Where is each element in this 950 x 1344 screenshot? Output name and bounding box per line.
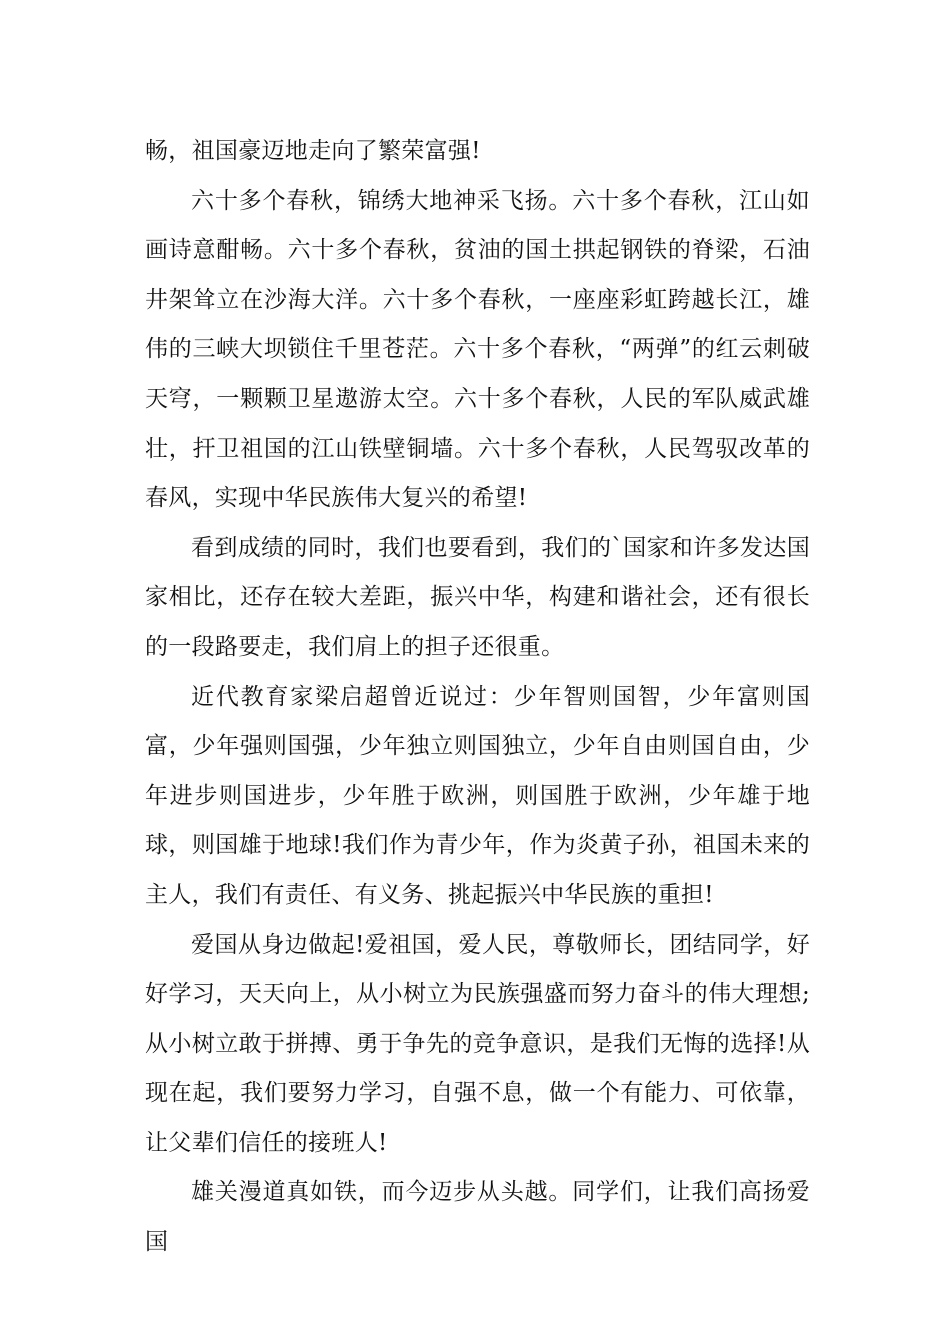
paragraph-patriotism-from-self: 爱国从身边做起!爱祖国，爱人民，尊敬师长，团结同学，好好学习，天天向上，从小树立为民族强盛而努力奋斗的伟大理想;从小树立敢于拼搏、勇于争先的竞争意识，是我们无悔的选择!从现在起，我们要努力学习，自强不息，做一个有能力、可依靠，让父辈们信任的接班人! bbox=[145, 931, 810, 1156]
paragraph-sixty-autumns: 六十多个春秋，锦绣大地神采飞扬。六十多个春秋，江山如画诗意酣畅。六十多个春秋，贫油的国土拱起钢铁的脊梁，石油井架耸立在沙海大洋。六十多个春秋，一座座彩虹跨越长江，雄伟的三峡大坝锁住千里苍茫。六十多个春秋，“两弹”的红云刺破天穹，一颗颗卫星遨游太空。六十多个春秋，人民的军队威武雄壮，扞卫祖国的江山铁壁铜墙。六十多个春秋，人民驾驭改革的春风，实现中华民族伟大复兴的希望! bbox=[145, 187, 810, 512]
paragraph-liang-qichao-quote: 近代教育家梁启超曾近说过：少年智则国智，少年富则国富，少年强则国强，少年独立则国独立，少年自由则国自由，少年进步则国进步，少年胜于欧洲，则国胜于欧洲，少年雄于地球，则国雄于地球!我们作为青少年，作为炎黄子孙，祖国未来的主人，我们有责任、有义务、挑起振兴中华民族的重担! bbox=[145, 683, 810, 908]
paragraph-closing: 雄关漫道真如铁，而今迈步从头越。同学们，让我们高扬爱国 bbox=[145, 1179, 810, 1256]
document-body bbox=[145, 127, 810, 1268]
paragraph-achievements-gap: 看到成绩的同时，我们也要看到，我们的`国家和许多发达国家相比，还存在较大差距，振兴中华，构建和谐社会，还有很长的一段路要走，我们肩上的担子还很重。 bbox=[145, 534, 810, 660]
paragraph-continuation: 畅，祖国豪迈地走向了繁荣富强! bbox=[145, 138, 481, 164]
